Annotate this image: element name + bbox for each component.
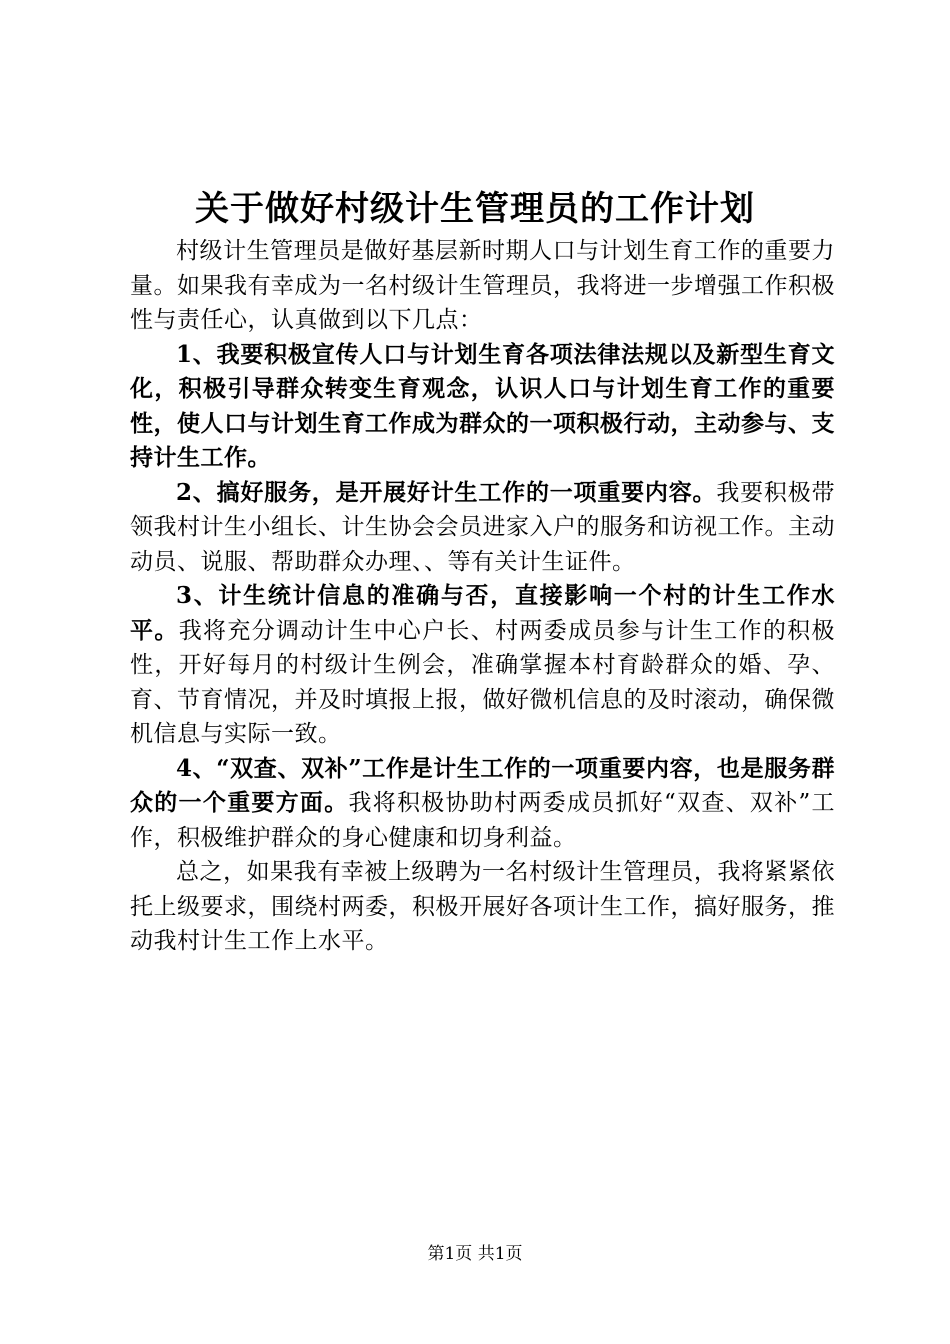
point-4-bold-text: 4、“双查、双补”工作是计生工作的一项重要内容，也是服务群众的一个重要方面。: [130, 754, 835, 816]
point-4-paragraph: [130, 752, 835, 856]
document-body: [130, 234, 835, 959]
point-2-bold-text: 2、搞好服务，是开展好计生工作的一项重要内容。: [176, 478, 717, 506]
point-2-paragraph: [130, 476, 835, 580]
point-3-bold-text: 3、计生统计信息的准确与否，直接影响一个村的计生工作水平。: [130, 582, 835, 644]
point-1-bold-text: 1、我要积极宣传人口与计划生育各项法律法规以及新型生育文化，积极引导群众转变生育观念，认识人口与计划生育工作的重要性，使人口与计划生育工作成为群众的一项积极行动，主动参与、支持计生工作。: [130, 340, 835, 471]
point-3-text: 我将充分调动计生中心户长、村两委成员参与计生工作的积极性，开好每月的村级计生例会，准确掌握本村育龄群众的婚、孕、育、节育情况，并及时填报上报，做好微机信息的及时滚动，确保微机信息与实际一致。: [130, 617, 836, 747]
intro-paragraph: 村级计生管理员是做好基层新时期人口与计划生育工作的重要力量。如果我有幸成为一名村级计生管理员，我将进一步增强工作积极性与责任心，认真做到以下几点：: [130, 238, 835, 333]
point-2-text: 我要积极带领我村计生小组长、计生协会会员进家入户的服务和访视工作。主动动员、说服、帮助群众办理、、等有关计生证件。: [130, 479, 835, 575]
point-1-paragraph: [130, 338, 835, 476]
conclusion-paragraph: 总之，如果我有幸被上级聘为一名村级计生管理员，我将紧紧依托上级要求，围绕村两委，积极开展好各项计生工作，搞好服务，推动我村计生工作上水平。: [130, 859, 835, 954]
document-title: 关于做好村级计生管理员的工作计划: [195, 189, 755, 229]
point-3-paragraph: [130, 579, 835, 752]
page-footer: 第1页 共1页: [427, 1244, 523, 1264]
point-4-text: 我将积极协助村两委成员抓好“双查、双补”工作，积极维护群众的身心健康和切身利益。: [130, 790, 835, 851]
